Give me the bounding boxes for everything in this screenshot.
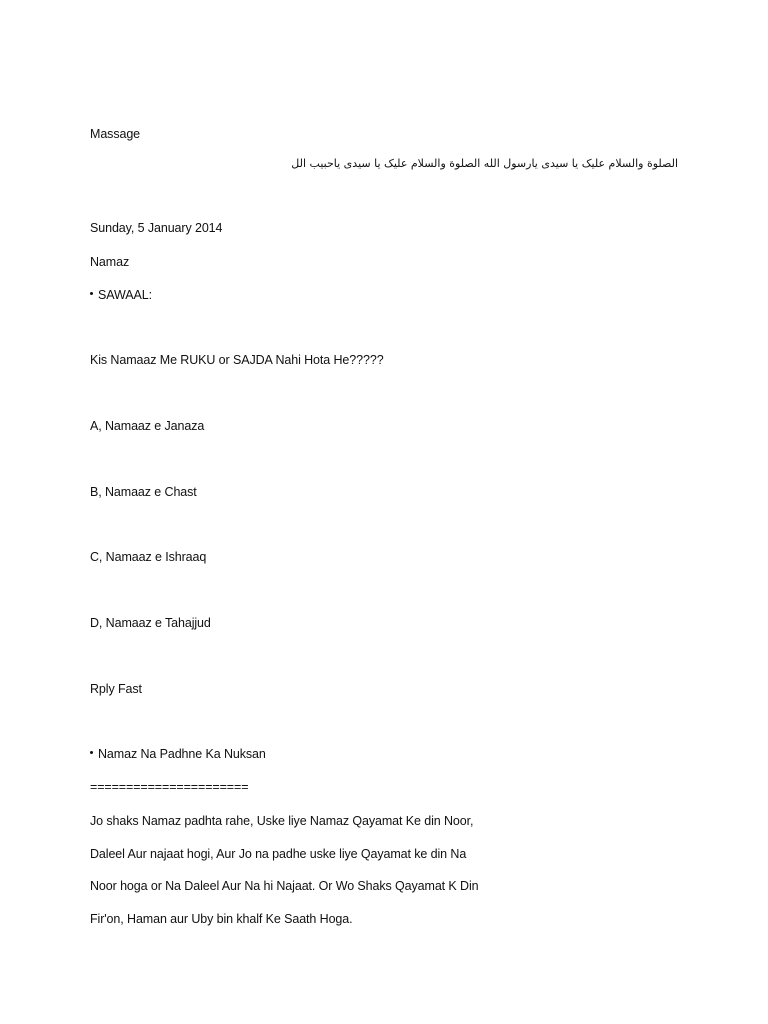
section-title: Namaz Na Padhne Ka Nuksan bbox=[98, 747, 266, 761]
topic-label: Namaz bbox=[90, 255, 130, 269]
sawaal-item bbox=[90, 287, 152, 303]
section-title-item bbox=[90, 746, 266, 762]
post-date: Sunday, 5 January 2014 bbox=[90, 221, 223, 235]
divider-text: ====================== bbox=[90, 780, 249, 794]
option-a: A, Namaaz e Janaza bbox=[90, 419, 205, 433]
document-heading: Massage bbox=[90, 127, 141, 141]
paragraph-line: Noor hoga or Na Daleel Aur Na hi Najaat. Or Wo Shaks Qayamat K Din bbox=[90, 879, 479, 893]
bullet-icon bbox=[90, 751, 93, 754]
paragraph-line: Fir'on, Haman aur Uby bin khalf Ke Saath Hoga. bbox=[90, 912, 353, 926]
question-text: Kis Namaaz Me RUKU or SAJDA Nahi Hota He????? bbox=[90, 353, 384, 367]
bullet-icon bbox=[90, 292, 93, 295]
option-b: B, Namaaz e Chast bbox=[90, 485, 197, 499]
option-c: C, Namaaz e Ishraaq bbox=[90, 550, 207, 564]
paragraph-line: Jo shaks Namaz padhta rahe, Uske liye Namaz Qayamat Ke din Noor, bbox=[90, 814, 474, 828]
arabic-salutation: الصلوة والسلام علیک یا سیدی یارسول الله الصلوة والسلام علیک یا سیدی یاحبیب الل bbox=[291, 157, 678, 170]
paragraph-line: Daleel Aur najaat hogi, Aur Jo na padhe uske liye Qayamat ke din Na bbox=[90, 847, 467, 861]
option-d: D, Namaaz e Tahajjud bbox=[90, 616, 211, 630]
reply-prompt: Rply Fast bbox=[90, 682, 142, 696]
sawaal-label: SAWAAL: bbox=[98, 288, 152, 302]
